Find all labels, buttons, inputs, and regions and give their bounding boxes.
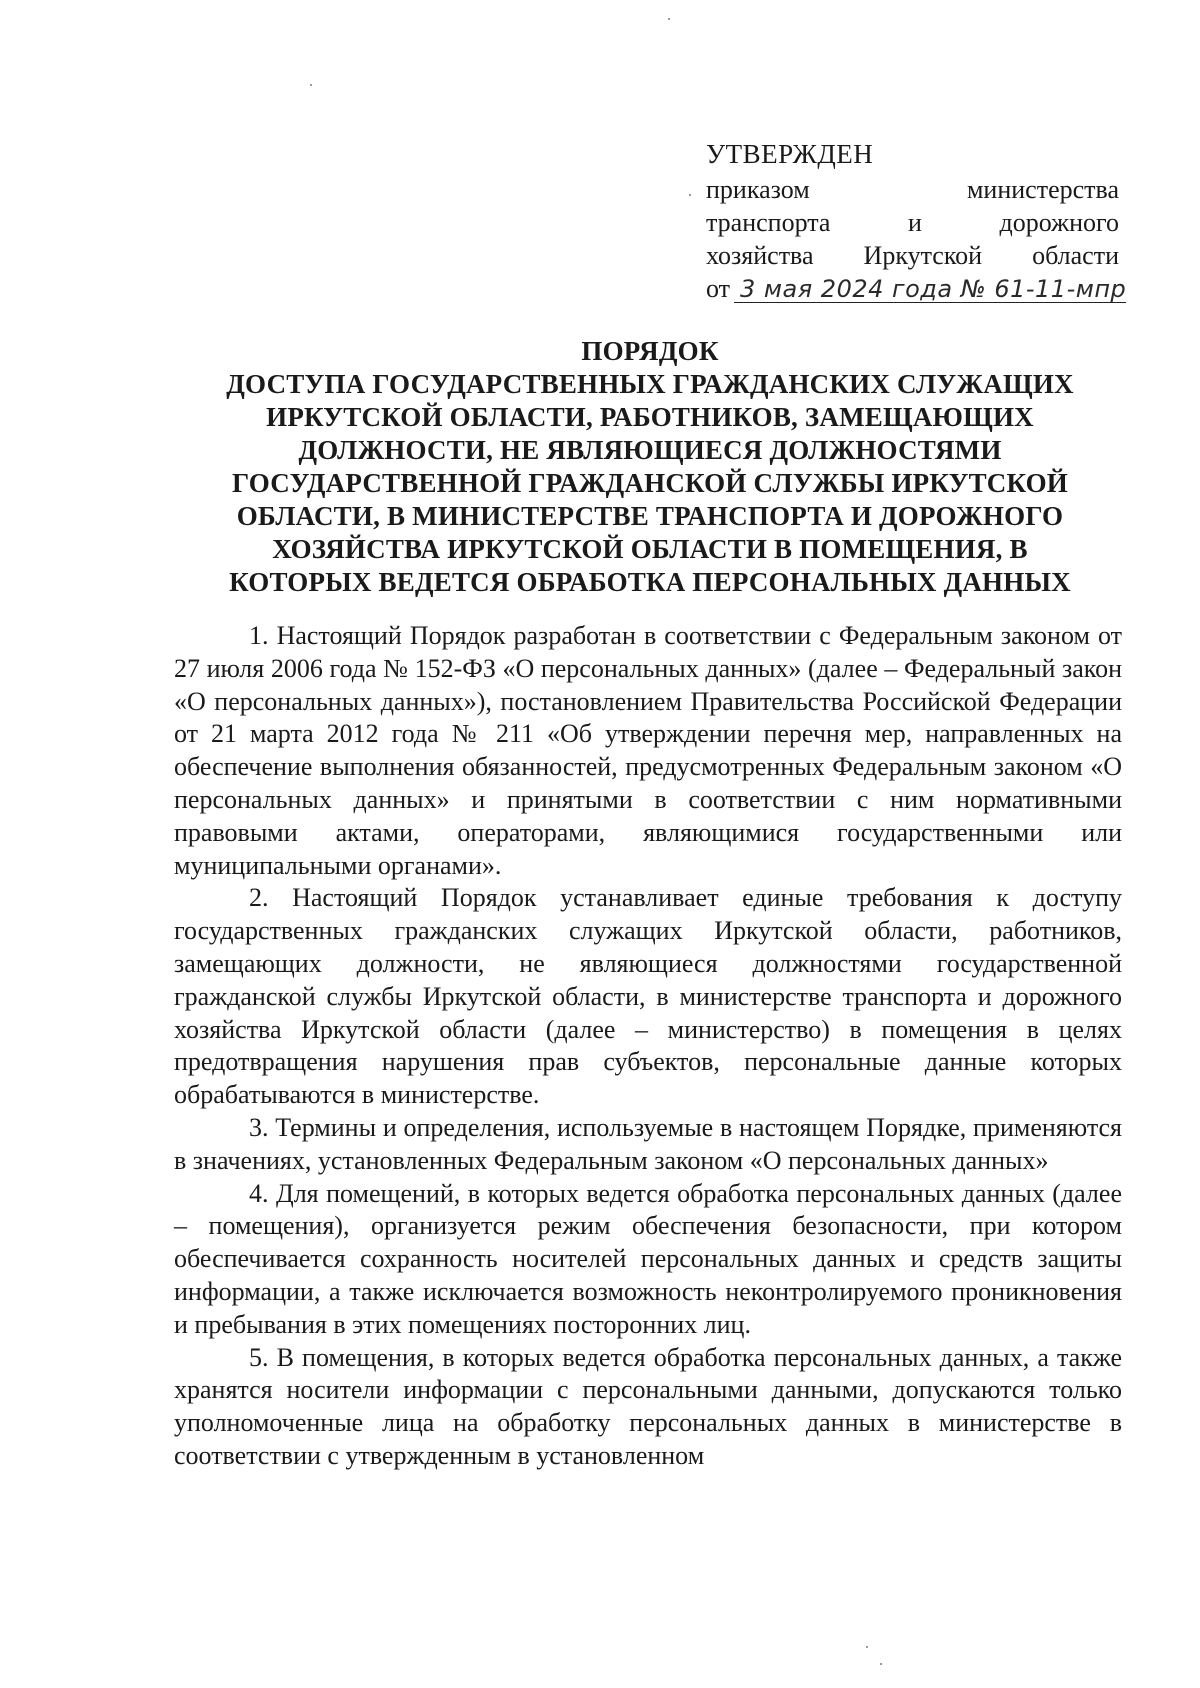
- approval-line-1: приказом министерства: [706, 175, 1119, 204]
- paragraph-2: 2. Настоящий Порядок устанавливает единые требования к доступу государственных гражданских служащих Иркутской области, работников, замещающих должности, не являющиеся должностями государственной гражданской службы Иркутской области, в министерстве транспорта и дорожного хозяйства Иркутской области (далее – министерство) в помещения в целях предотвращения нарушения прав субъектов, персональные данные которых обрабатываются в министерстве.: [174, 883, 1122, 1110]
- paragraph-4: 4. Для помещений, в которых ведется обработка персональных данных (далее – помещения), организуется режим обеспечения безопасности, при котором обеспечивается сохранность носителей персональных данных и средств защиты информации, а также исключается возможность неконтролируемого проникновения и пребывания в этих помещениях посторонних лиц.: [174, 1178, 1122, 1339]
- paragraph-3: 3. Термины и определения, используемые в настоящем Порядке, применяются в значениях, установленных Федеральным законом «О персональных данных»: [174, 1112, 1122, 1175]
- title-line: ИРКУТСКОЙ ОБЛАСТИ, РАБОТНИКОВ, ЗАМЕЩАЮЩИХ: [266, 402, 1034, 432]
- title-line: ОБЛАСТИ, В МИНИСТЕРСТВЕ ТРАНСПОРТА И ДОРОЖНОГО: [236, 501, 1064, 531]
- document-body: [174, 620, 1122, 1473]
- title-line: ДОСТУПА ГОСУДАРСТВЕННЫХ ГРАЖДАНСКИХ СЛУЖАЩИХ: [226, 369, 1074, 399]
- date-prefix: от: [706, 274, 731, 303]
- title-line: ГОСУДАРСТВЕННОЙ ГРАЖДАНСКОЙ СЛУЖБЫ ИРКУТСКОЙ: [231, 468, 1069, 498]
- approval-block: [706, 138, 1127, 305]
- title-line: КОТОРЫХ ВЕДЕТСЯ ОБРАБОТКА ПЕРСОНАЛЬНЫХ ДАННЫХ: [229, 567, 1071, 597]
- approval-heading: УТВЕРЖДЕН: [706, 139, 874, 169]
- approval-line-2: транспорта и дорожного: [706, 208, 1119, 237]
- approval-date-line: [706, 272, 1127, 305]
- handwritten-date: 3 мая 2024 года № 61-11-мпр: [734, 276, 1126, 303]
- paragraph-1: 1. Настоящий Порядок разработан в соответствии с Федеральным законом от 27 июля 2006 года № 152-ФЗ «О персональных данных» (далее – Федеральный закон «О персональных данных»), постановлением Правительства Российской Федерации от 21 марта 2012 года № 211 «Об утверждении перечня мер, направленных на обеспечение выполнения обязанностей, предусмотренных Федеральным законом «О персональных данных» и принятыми в соответствии с ним нормативными правовыми актами, операторами, являющимися государственными или муниципальными органами».: [174, 621, 1122, 880]
- title-line: ПОРЯДОК: [581, 336, 719, 366]
- title-line: ХОЗЯЙСТВА ИРКУТСКОЙ ОБЛАСТИ В ПОМЕЩЕНИЯ, В: [272, 534, 1028, 564]
- title-line: ДОЛЖНОСТИ, НЕ ЯВЛЯЮЩИЕСЯ ДОЛЖНОСТЯМИ: [298, 435, 1002, 465]
- document-title: [170, 335, 1130, 599]
- paragraph-5: 5. В помещения, в которых ведется обработка персональных данных, а также хранятся носители информации с персональными данными, допускаются только уполномоченные лица на обработку персональных данных в министерстве в соответствии с утвержденным в установленном: [174, 1342, 1122, 1470]
- approval-line-3: хозяйства Иркутской области: [706, 241, 1119, 270]
